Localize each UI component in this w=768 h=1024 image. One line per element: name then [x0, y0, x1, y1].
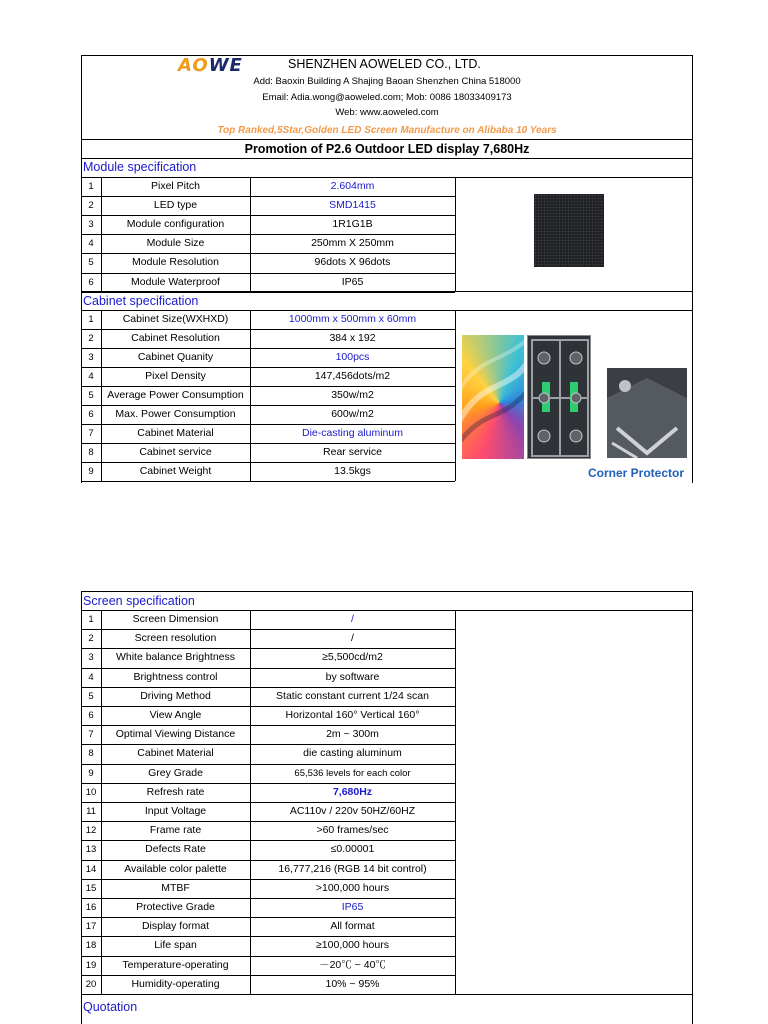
spec-name: Cabinet Quanity — [137, 351, 214, 363]
document-title: Promotion of P2.6 Outdoor LED display 7,680Hz — [244, 142, 530, 156]
spec-name: Cabinet service — [139, 446, 212, 458]
spec-name: Defects Rate — [145, 843, 206, 856]
row-number: 3 — [88, 219, 94, 231]
row-number: 7 — [88, 428, 94, 439]
row-number: 8 — [88, 748, 94, 760]
spec-value: Static constant current 1/24 scan — [276, 689, 429, 702]
row-number: 5 — [88, 390, 94, 401]
spec-value: 1000mm x 500mm x 60mm — [288, 313, 417, 325]
row-number: 13 — [85, 844, 97, 856]
row-number: 14 — [85, 863, 97, 875]
spec-value: 2m ~ 300m — [326, 728, 379, 741]
spec-name: Available color palette — [124, 862, 227, 875]
spec-name: Brightness control — [133, 670, 218, 683]
spec-name: Cabinet Size(WXHXD) — [122, 313, 229, 325]
row-number: 8 — [88, 447, 94, 458]
spec-value: －20℃ ~ 40℃ — [319, 958, 386, 971]
row-number: 9 — [88, 767, 94, 779]
module-spec-heading: Module specification — [83, 160, 197, 174]
spec-name: Module Waterproof — [131, 275, 220, 288]
spec-name: Screen resolution — [134, 632, 217, 645]
spec-value: ≤0.00001 — [330, 843, 375, 856]
spec-value: 250mm X 250mm — [311, 237, 394, 250]
spec-name: Cabinet Weight — [139, 465, 212, 477]
cabinet-rear-image — [527, 335, 591, 459]
spec-name: Cabinet Material — [137, 427, 214, 439]
spec-value: 13.5kgs — [334, 465, 371, 477]
spec-name: MTBF — [161, 881, 190, 894]
spec-name: Average Power Consumption — [107, 389, 244, 401]
spec-value: ≥5,500cd/m2 — [322, 651, 383, 664]
spec-name: White balance Brightness — [115, 651, 236, 664]
company-web: Web: www.aoweled.com — [335, 107, 439, 118]
row-number: 12 — [85, 825, 97, 837]
spec-value: 350w/m2 — [331, 389, 374, 401]
spec-value: by software — [325, 670, 380, 683]
spec-name: Display format — [141, 920, 210, 933]
spec-name: Frame rate — [149, 824, 202, 837]
spec-value: 1R1G1B — [332, 218, 373, 231]
row-number: 6 — [88, 710, 94, 721]
spec-value: / — [351, 632, 354, 645]
spec-value: IP65 — [341, 901, 364, 913]
row-number: 11 — [86, 806, 96, 817]
row-number: 17 — [85, 921, 97, 933]
spec-value: 16,777,216 (RGB 14 bit control) — [278, 862, 427, 875]
spec-value: >60 frames/sec — [316, 824, 389, 837]
row-number: 1 — [88, 314, 94, 325]
row-number: 4 — [88, 238, 94, 250]
spec-name: Max. Power Consumption — [115, 408, 236, 420]
row-number: 7 — [88, 729, 94, 741]
spec-value: 100pcs — [335, 351, 370, 363]
spec-name: Temperature-operating — [122, 958, 229, 971]
spec-name: Pixel Density — [145, 370, 206, 382]
spec-name: Module Size — [146, 237, 205, 250]
quotation-heading: Quotation — [83, 1000, 138, 1014]
row-number: 6 — [88, 276, 94, 288]
spec-value: >100,000 hours — [315, 881, 390, 894]
row-number: 3 — [88, 652, 94, 664]
row-number: 4 — [88, 671, 94, 683]
row-number: 10 — [85, 786, 97, 798]
row-number: 9 — [88, 466, 94, 477]
aowe-logo — [178, 55, 243, 76]
row-number: 2 — [88, 333, 94, 344]
row-number: 2 — [88, 633, 94, 645]
spec-name: Optimal Viewing Distance — [115, 728, 236, 741]
corner-protector-label: Corner Protector — [588, 466, 685, 480]
row-number: 2 — [88, 200, 94, 212]
company-name: SHENZHEN AOWELED CO., LTD. — [288, 57, 481, 71]
spec-value: 96dots X 96dots — [314, 256, 391, 269]
spec-value: ≥100,000 hours — [316, 939, 389, 952]
spec-name: Module configuration — [126, 218, 225, 231]
spec-name: Humidity-operating — [131, 977, 220, 990]
screen-spec-heading: Screen specification — [83, 594, 195, 608]
row-number: 3 — [88, 352, 94, 363]
logo-text: AOWE — [178, 55, 243, 76]
spec-value: 7,680Hz — [332, 785, 373, 798]
spec-value: Die-casting aluminum — [302, 427, 403, 439]
row-number: 19 — [85, 959, 97, 971]
spec-value: 2.604mm — [330, 180, 375, 192]
row-number: 18 — [85, 940, 97, 952]
spec-value: Horizontal 160° Vertical 160° — [285, 709, 420, 721]
row-number: 5 — [88, 690, 94, 702]
spec-name: View Angle — [149, 709, 202, 721]
company-contact: Email: Adia.wong@aoweled.com; Mob: 0086 18033409173 — [262, 92, 512, 103]
spec-name: Driving Method — [140, 689, 211, 702]
led-module-image — [534, 194, 604, 267]
spec-name: Life span — [154, 939, 197, 952]
spec-value: Rear service — [323, 446, 382, 458]
spec-name: Refresh rate — [146, 785, 205, 798]
spec-value: SMD1415 — [329, 199, 376, 212]
spec-name: Screen Dimension — [132, 613, 219, 625]
cabinet-front-image — [462, 335, 524, 459]
spec-name: Cabinet Resolution — [131, 332, 220, 344]
spec-value: die casting aluminum — [303, 747, 402, 760]
spec-value: 600w/m2 — [331, 408, 374, 420]
row-number: 20 — [85, 978, 97, 990]
row-number: 6 — [88, 409, 94, 420]
spec-name: Input Voltage — [144, 805, 207, 817]
spec-value: 147,456dots/m2 — [314, 370, 391, 382]
company-address: Add: Baoxin Building A Shajing Baoan Shenzhen China 518000 — [253, 76, 521, 87]
corner-protector-image — [607, 368, 687, 458]
spec-name: Module Resolution — [132, 256, 219, 269]
spec-value: IP65 — [341, 275, 364, 288]
spec-value: 65,536 levels for each color — [294, 767, 411, 779]
spec-name: Grey Grade — [148, 766, 203, 779]
spec-value: 10% ~ 95% — [325, 977, 380, 990]
spec-name: Pixel Pitch — [150, 180, 201, 192]
spec-value: 384 x 192 — [329, 332, 376, 344]
row-number: 16 — [85, 902, 97, 913]
spec-name: Protective Grade — [136, 901, 215, 913]
spec-value: All format — [330, 920, 375, 933]
row-number: 1 — [88, 181, 94, 192]
spec-name: LED type — [153, 199, 198, 212]
row-number: 15 — [85, 882, 97, 894]
company-tagline: Top Ranked,5Star,Golden LED Screen Manufacture on Alibaba 10 Years — [217, 125, 557, 136]
spec-name: Cabinet Material — [137, 747, 214, 760]
row-number: 4 — [88, 371, 94, 382]
cabinet-spec-heading: Cabinet specification — [83, 294, 199, 308]
row-number: 1 — [88, 614, 94, 625]
spec-value: AC110v / 220v 50HZ/60HZ — [289, 805, 416, 817]
row-number: 5 — [88, 257, 94, 269]
spec-value: / — [351, 613, 354, 625]
